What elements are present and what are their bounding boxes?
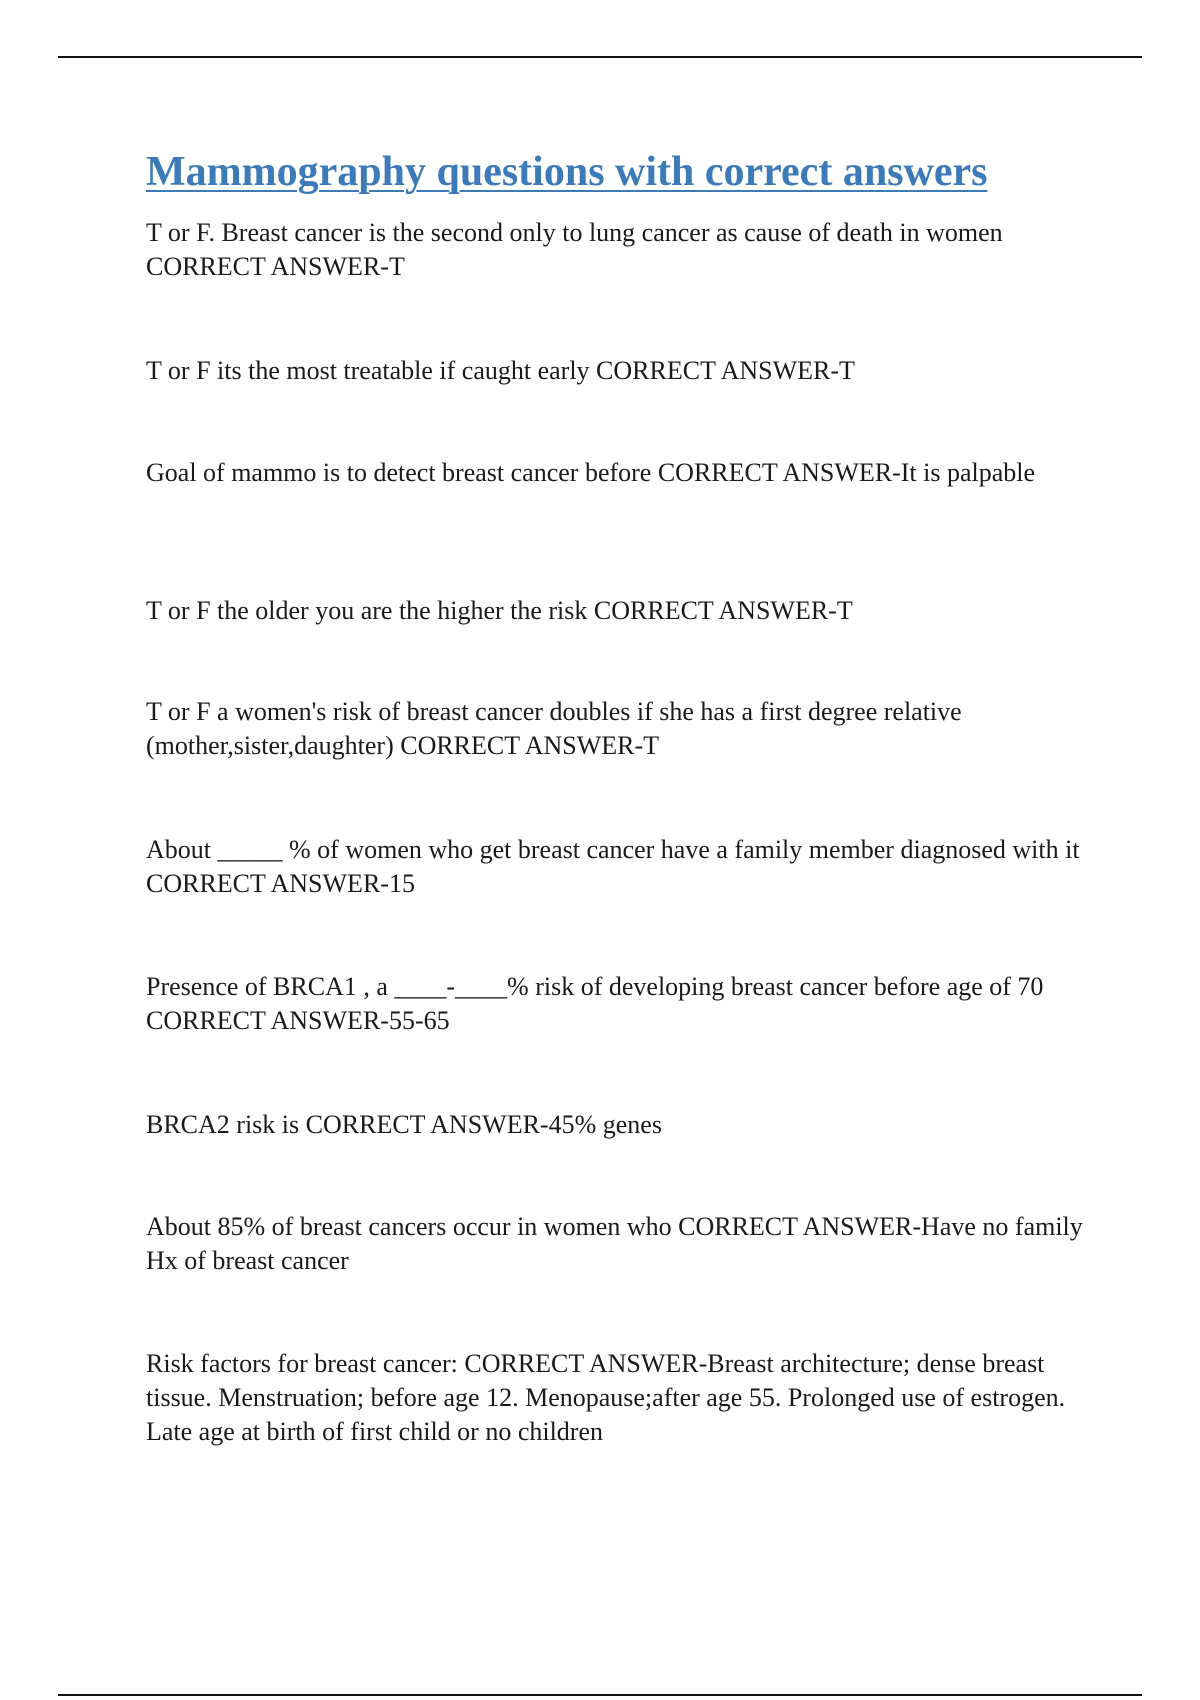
question-answer-1: T or F. Breast cancer is the second only to lung cancer as cause of death in women CORRECT ANSWER-T	[146, 218, 1003, 281]
question-answer-8: BRCA2 risk is CORRECT ANSWER-45% genes	[146, 1110, 662, 1139]
question-answer-6: About _____ % of women who get breast cancer have a family member diagnosed with it CORRECT ANSWER-15	[146, 835, 1080, 898]
footer-rule	[58, 1694, 1142, 1696]
question-answer-4: T or F the older you are the higher the risk CORRECT ANSWER-T	[146, 596, 853, 625]
question-answer-2: T or F its the most treatable if caught early CORRECT ANSWER-T	[146, 356, 855, 385]
question-answer-9: About 85% of breast cancers occur in women who CORRECT ANSWER-Have no family Hx of breast cancer	[146, 1212, 1083, 1275]
question-answer-3: Goal of mammo is to detect breast cancer before CORRECT ANSWER-It is palpable	[146, 458, 1036, 487]
header-rule	[58, 56, 1142, 58]
question-answer-5: T or F a women's risk of breast cancer doubles if she has a first degree relative (mother,sister,daughter) CORRECT ANSWER-T	[146, 697, 962, 760]
document-title: Mammography questions with correct answers	[146, 149, 988, 195]
question-answer-10: Risk factors for breast cancer: CORRECT ANSWER-Breast architecture; dense breast tissue. Menstruation; before age 12. Menopause;after age 55. Prolonged use of estrogen. Late age at birth of first child or no children	[146, 1349, 1066, 1446]
question-answer-7: Presence of BRCA1 , a ____-____% risk of developing breast cancer before age of 70 CORRECT ANSWER-55-65	[146, 972, 1044, 1035]
